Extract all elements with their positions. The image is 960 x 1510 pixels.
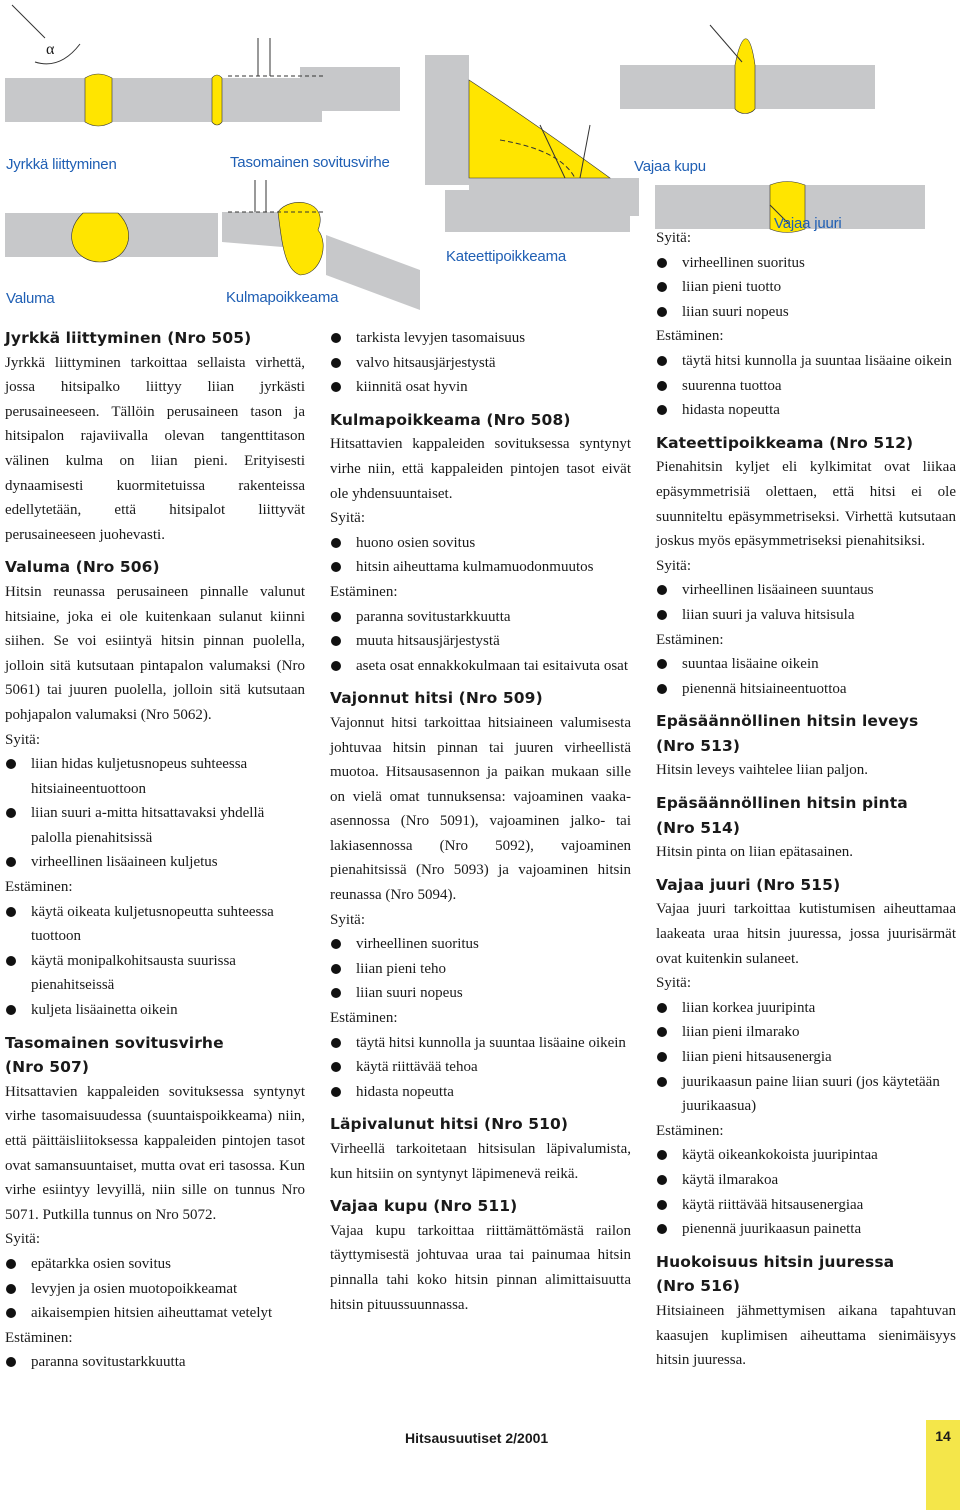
bullet-list <box>5 1350 305 1375</box>
list-item: paranna sovitustarkkuutta <box>5 1350 305 1375</box>
plate <box>112 78 212 122</box>
heading-tasomainen: Tasomainen sovitusvirhe <box>5 1033 224 1052</box>
label-jyrkka: Jyrkkä liittyminen <box>6 156 117 173</box>
list-item: kiinnitä osat hyvin <box>330 375 631 400</box>
plate <box>755 65 875 109</box>
bullet-list <box>656 996 956 1119</box>
label-tasomainen: Tasomainen sovitusvirhe <box>230 154 390 171</box>
bullet-list <box>656 349 956 423</box>
heading-huokoisuus: Huokoisuus hitsin juuressa <box>656 1252 895 1271</box>
paragraph: Pienahitsin kyljet eli kylkimitat ovat liikaa epäsymmetrisiä olettaen, että hitsi ei ole suunniteltu epäsymmetriseksi. Virhettä kutsutaan joskus myös epäsymmetriseksi pienahitsiksi. <box>656 459 956 550</box>
bullet-list <box>5 900 305 1023</box>
list-item: käytä oikeata kuljetusnopeutta suhteessa tuottoon <box>5 900 305 949</box>
bullet-list <box>5 1252 305 1326</box>
list-item: juurikaasun paine liian suuri (jos käytetään juurikaasua) <box>656 1070 956 1119</box>
list-item: levyjen ja osien muotopoikkeamat <box>5 1277 305 1302</box>
list-item: aseta osat ennakkokulmaan tai esitaivuta osat <box>330 654 631 679</box>
column-3 <box>656 226 956 1373</box>
bullet-list <box>5 752 305 875</box>
list-item: aikaisempien hitsien aiheuttamat vetelyt <box>5 1301 305 1326</box>
list-item: liian suuri nopeus <box>656 300 956 325</box>
list-item: virheellinen suoritus <box>656 251 956 276</box>
bullet-list <box>656 578 956 627</box>
label-syita: Syitä: <box>656 975 692 992</box>
alpha-line <box>12 5 45 38</box>
column-1 <box>5 326 305 1375</box>
weld-bead <box>212 75 222 125</box>
paragraph: Hitsattavien kappaleiden sovituksessa syntynyt virhe niin, että kappaleiden pintojen tasot eivät ole yhdensuuntaiset. <box>330 436 631 502</box>
list-item: paranna sovitustarkkuutta <box>330 605 631 630</box>
label-syita: Syitä: <box>656 230 692 246</box>
label-syita: Syitä: <box>5 731 41 748</box>
label-syita: Syitä: <box>656 557 692 574</box>
label-syita: Syitä: <box>5 1231 41 1248</box>
weld-bead <box>278 202 323 275</box>
page-number-tab <box>926 1420 960 1510</box>
list-item: tarkista levyjen tasomaisuus <box>330 326 631 351</box>
list-item: käytä riittävää hitsausenergiaa <box>656 1193 956 1218</box>
list-item: liian suuri ja valuva hitsisula <box>656 603 956 628</box>
label-vajaa-kupu: Vajaa kupu <box>634 158 706 175</box>
list-item: liian pieni ilmarako <box>656 1020 956 1045</box>
weld-bead <box>85 74 112 126</box>
list-item: suuntaa lisäaine oikein <box>656 652 956 677</box>
bullet-list <box>656 652 956 701</box>
list-item: liian pieni teho <box>330 957 631 982</box>
heading-vajaa-juuri: Vajaa juuri (Nro 515) <box>656 875 841 894</box>
list-item: käytä oikeankokoista juuripintaa <box>656 1143 956 1168</box>
list-item: täytä hitsi kunnolla ja suuntaa lisäaine oikein <box>330 1031 631 1056</box>
list-item: liian hidas kuljetusnopeus suhteessa hitsiaineentuottoon <box>5 752 305 801</box>
plate <box>5 213 83 257</box>
paragraph: Hitsin pinta on liian epätasainen. <box>656 844 854 861</box>
heading-epasaannollinen-leveys-nro: (Nro 513) <box>656 736 741 755</box>
label-kateettipoikkeama: Kateettipoikkeama <box>446 248 567 265</box>
heading-tasomainen-nro: (Nro 507) <box>5 1058 90 1077</box>
list-item: kuljeta lisäainetta oikein <box>5 998 305 1023</box>
weld-bead <box>735 39 755 114</box>
list-item: käytä ilmarakoa <box>656 1168 956 1193</box>
bullet-list <box>330 1031 631 1105</box>
journal-footer: Hitsausuutiset 2/2001 <box>405 1430 549 1446</box>
heading-kulmapoikkeama: Kulmapoikkeama (Nro 508) <box>330 410 571 429</box>
label-estaminen: Estäminen: <box>5 1329 73 1346</box>
list-item: käytä riittävää tehoa <box>330 1055 631 1080</box>
list-item: hidasta nopeutta <box>330 1080 631 1105</box>
label-estaminen: Estäminen: <box>330 1010 398 1027</box>
list-item: pienennä hitsiaineentuottoa <box>656 677 956 702</box>
paragraph: Vajaa juuri tarkoittaa kutistumisen aiheuttamaa laakeata uraa hitsin juuressa, jossa juurisärmät ovat kuitenkin sulaneet. <box>656 901 956 967</box>
plate <box>118 213 218 257</box>
plate <box>620 65 735 109</box>
weld-bead <box>72 213 129 262</box>
label-syita: Syitä: <box>330 911 366 928</box>
heading-epasaannollinen-pinta: Epäsäännöllinen hitsin pinta <box>656 794 908 813</box>
heading-vajaa-kupu: Vajaa kupu (Nro 511) <box>330 1197 518 1216</box>
bullet-list <box>330 605 631 679</box>
paragraph: Hitsin leveys vaihtelee liian paljon. <box>656 762 869 779</box>
plate <box>326 235 420 310</box>
heading-kateettipoikkeama: Kateettipoikkeama (Nro 512) <box>656 433 914 452</box>
heading-epasaannollinen-leveys: Epäsäännöllinen hitsin leveys <box>656 712 919 731</box>
paragraph: Hitsiaineen jähmettymisen aikana tapahtuvan kaasujen kuplimisen aiheuttama sienimäisyys hitsin juuressa. <box>656 1302 956 1369</box>
alpha-symbol: α <box>46 41 55 58</box>
paragraph: Virheellä tarkoitetaan hitsisulan läpivalumista, kun hitsiin on syntynyt läpimenevä reikä. <box>330 1141 631 1182</box>
plate <box>5 78 85 122</box>
list-item: epätarkka osien sovitus <box>5 1252 305 1277</box>
label-estaminen: Estäminen: <box>656 328 724 345</box>
list-item: virheellinen lisäaineen suuntaus <box>656 578 956 603</box>
label-valuma: Valuma <box>6 290 55 307</box>
heading-jyrkka: Jyrkkä liittyminen (Nro 505) <box>5 329 252 347</box>
list-item: liian suuri nopeus <box>330 981 631 1006</box>
list-item: virheellinen lisäaineen kuljetus <box>5 850 305 875</box>
label-estaminen: Estäminen: <box>656 631 724 648</box>
bullet-list <box>330 326 631 400</box>
paragraph: Vajaa kupu tarkoittaa riittämättömästä railon täyttymisestä johtuvaa uraa tai painumaa hitsin pinnalla tahi koko hitsin pinnan alimittaisuutta hitsin pituussuunnassa. <box>330 1222 631 1313</box>
heading-epasaannollinen-pinta-nro: (Nro 514) <box>656 818 741 837</box>
bullet-list <box>330 531 631 580</box>
paragraph: Vajonnut hitsi tarkoittaa hitsiaineen valumisesta johtuvaa hitsin pinnan tai juuren virheellistä muotoa. Hitsausasennon ja paikan mukaan sille on vielä omat tunnuksensa: vajoaminen vaaka-asennossa (Nro 5091), vajoaminen jalko- tai lakiasennossa (Nro 5092), vajoaminen pienahitsissä (Nro 5093) ja vajoaminen hitsin reunassa (Nro 5094). <box>330 714 631 904</box>
list-item: pienennä juurikaasun painetta <box>656 1217 956 1242</box>
heading-valuma: Valuma (Nro 506) <box>5 558 160 577</box>
heading-lapivalunut: Läpivalunut hitsi (Nro 510) <box>330 1115 569 1134</box>
list-item: liian suuri a-mitta hitsattavaksi yhdellä palolla pienahitsissä <box>5 801 305 850</box>
heading-huokoisuus-nro: (Nro 516) <box>656 1277 741 1296</box>
paragraph: Hitsattavien kappaleiden sovituksessa syntynyt virhe tasomaisuudessa (suuntaispoikkeama) niin, että päittäisliitoksessa kappaleiden pintojen tasot ovat samansuuntaiset, mutta ovat eri tasossa. Kun virhe esiintyy levyillä, niin sille on tunnus Nro 5071. Putkilla tunnus on Nro 5072. <box>5 1083 305 1223</box>
plate <box>300 67 400 111</box>
list-item: käytä monipalkohitsausta suurissa pienahitseissä <box>5 949 305 998</box>
alpha-arc <box>35 44 80 64</box>
list-item: täytä hitsi kunnolla ja suuntaa lisäaine oikein <box>656 349 956 374</box>
list-item: valvo hitsausjärjestystä <box>330 351 631 376</box>
paragraph: Hitsin reunassa perusaineen pinnalle valunut hitsiaine, joka ei ole kuitenkaan sulanut kiinni siihen. Se voi esiintyä hitsin pinnan puolella, jolloin sitä kutsutaan pintapalon valumaksi (Nro 5061) tai juuren puolella, jolloin sitä kutsutaan pohjapalon valumaksi (Nro 5062). <box>5 583 305 723</box>
list-item: liian korkea juuripinta <box>656 996 956 1021</box>
page-number: 14 <box>935 1428 951 1444</box>
heading-vajonnut: Vajonnut hitsi (Nro 509) <box>330 689 543 708</box>
plate <box>655 185 770 229</box>
bullet-list <box>656 1143 956 1241</box>
plate <box>445 190 630 232</box>
list-item: suurenna tuottoa <box>656 374 956 399</box>
list-item: hidasta nopeutta <box>656 398 956 423</box>
list-item: liian pieni tuotto <box>656 275 956 300</box>
bullet-list <box>656 251 956 325</box>
list-item: virheellinen suoritus <box>330 932 631 957</box>
label-syita: Syitä: <box>330 510 366 527</box>
list-item: muuta hitsausjärjestystä <box>330 629 631 654</box>
plate <box>425 55 469 185</box>
paragraph: Jyrkkä liittyminen tarkoittaa sellaista virhettä, jossa hitsipalko liittyy liian jyrkästi perusaineeseen. Tällöin perusaineen tason ja hitsipalon rajaviivalla olevan tangenttitason välinen kulma on liian pieni. Erityisesti dynaamisesti kuormitetuissa rakenteissa edellytetään, että hitsipalot liittyvät perusaineeseen juohevasti. <box>5 354 305 543</box>
label-kulmapoikkeama: Kulmapoikkeama <box>226 289 339 306</box>
label-estaminen: Estäminen: <box>5 879 73 896</box>
label-vajaa-juuri: Vajaa juuri <box>774 215 842 232</box>
label-estaminen: Estäminen: <box>656 1122 724 1139</box>
bullet-list <box>330 932 631 1006</box>
list-item: huono osien sovitus <box>330 531 631 556</box>
list-item: liian pieni hitsausenergia <box>656 1045 956 1070</box>
label-estaminen: Estäminen: <box>330 583 398 600</box>
column-2 <box>330 326 631 1317</box>
list-item: hitsin aiheuttama kulmamuodonmuutos <box>330 555 631 580</box>
